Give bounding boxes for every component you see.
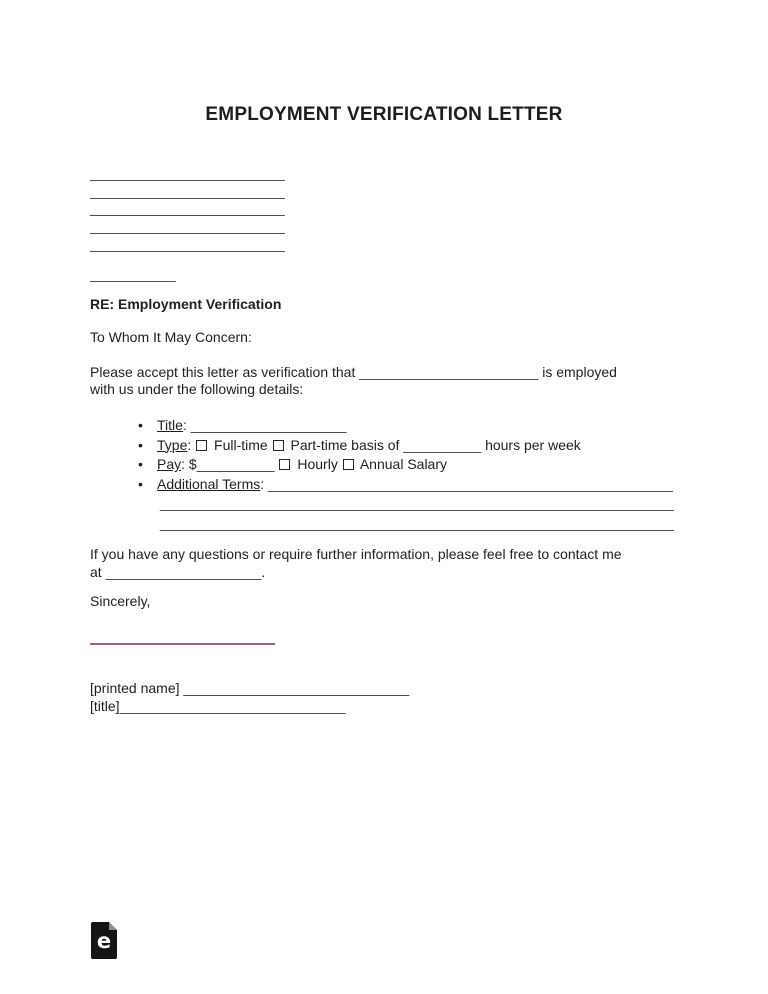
bullet-icon: •: [138, 475, 143, 492]
additional-terms-colon: :: [260, 475, 265, 492]
signature-line[interactable]: [90, 643, 275, 645]
bullet-icon: •: [138, 417, 143, 434]
eforms-logo: [91, 922, 117, 959]
bullet-icon: •: [138, 456, 143, 473]
subject-line: RE: Employment Verification: [90, 296, 282, 313]
signature-fields-block: [90, 680, 678, 715]
title-field-blank[interactable]: _____________________________: [119, 697, 346, 714]
list-item-type: [90, 436, 678, 456]
bullet-icon: •: [138, 436, 143, 453]
annual-salary-checkbox[interactable]: [343, 459, 354, 470]
hours-suffix-label: hours per week: [485, 436, 581, 453]
list-item-title: [90, 416, 678, 436]
contact-paragraph: [90, 546, 678, 581]
contact-text-line1: If you have any questions or require further information, please feel free to contact me: [90, 546, 622, 563]
intro-text-line2: with us under the following details:: [90, 381, 304, 398]
address-blank-line[interactable]: _________________________: [90, 218, 285, 235]
pay-label: Pay: [157, 456, 182, 473]
address-blank-line[interactable]: _________________________: [90, 165, 285, 181]
pay-colon-dollar: : $: [181, 456, 197, 473]
employee-name-blank[interactable]: _______________________: [359, 363, 539, 380]
full-time-checkbox[interactable]: [196, 440, 207, 451]
address-blank-line[interactable]: _________________________: [90, 200, 285, 217]
closing-text: Sincerely,: [90, 593, 151, 610]
list-item-additional-terms: [90, 475, 678, 495]
address-blank-line[interactable]: _________________________: [90, 235, 285, 252]
title-label: Title: [157, 417, 183, 434]
title-colon: :: [182, 417, 187, 434]
details-list: [90, 416, 678, 533]
pay-amount-blank[interactable]: __________: [196, 456, 275, 473]
address-blank-line[interactable]: _________________________: [90, 182, 285, 199]
intro-paragraph: [90, 364, 678, 399]
date-line: [90, 266, 678, 284]
type-colon: :: [187, 436, 192, 453]
printed-name-label: [printed name]: [90, 680, 180, 697]
additional-terms-blank[interactable]: ____________________________________________________: [268, 475, 673, 492]
hourly-checkbox[interactable]: [279, 459, 290, 470]
part-time-checkbox[interactable]: [273, 440, 284, 451]
salutation: To Whom It May Concern:: [90, 328, 252, 345]
contact-period: .: [261, 563, 266, 580]
date-blank[interactable]: ___________: [90, 265, 176, 282]
printed-name-blank[interactable]: _____________________________: [183, 680, 410, 697]
list-item-pay: [90, 455, 678, 475]
document-title: EMPLOYMENT VERIFICATION LETTER: [205, 104, 563, 125]
contact-info-blank[interactable]: ____________________: [105, 563, 262, 580]
logo-letter: e: [96, 929, 112, 953]
intro-text-before: Please accept this letter as verification that: [90, 363, 356, 380]
contact-prefix: at: [90, 563, 102, 580]
title-field-label: [title]: [90, 697, 120, 714]
hourly-label: Hourly: [297, 456, 338, 473]
full-time-label: Full-time: [214, 436, 268, 453]
intro-text-after: is employed: [542, 363, 617, 380]
annual-salary-label: Annual Salary: [359, 456, 448, 473]
additional-terms-continuation-blank[interactable]: __________________________________________________________________: [160, 495, 674, 512]
type-label: Type: [157, 436, 188, 453]
part-time-label: Part-time basis of: [290, 436, 400, 453]
additional-terms-continuation-blank[interactable]: __________________________________________________________________: [160, 514, 674, 531]
title-blank[interactable]: ____________________: [190, 417, 347, 434]
additional-terms-label: Additional Terms: [157, 475, 261, 492]
sender-address-block: [90, 165, 678, 254]
hours-blank[interactable]: __________: [403, 436, 482, 453]
